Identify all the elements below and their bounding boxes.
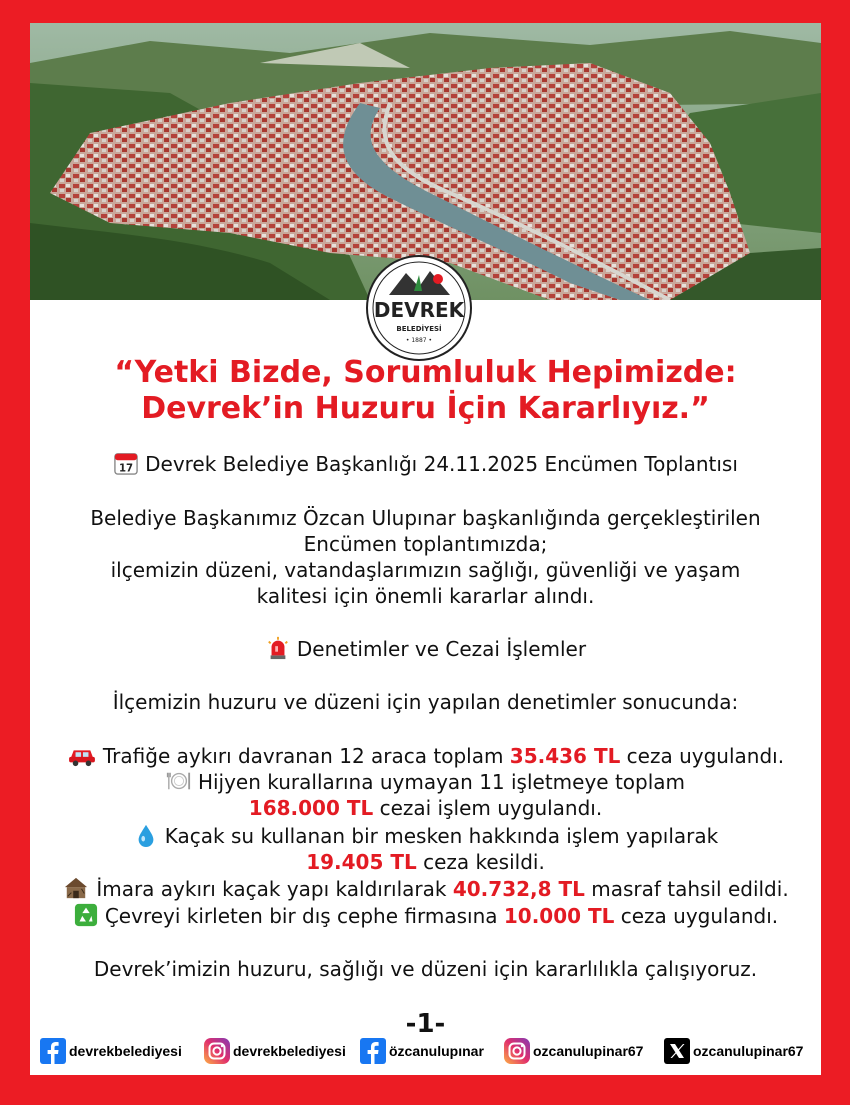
instagram-icon	[204, 1038, 230, 1064]
item-traffic-text: Trafiğe aykırı davranan 12 araca toplam	[102, 744, 510, 768]
siren-icon	[265, 636, 291, 660]
intro-line-4: kalitesi için önemli kararlar alındı.	[256, 584, 595, 608]
car-icon	[67, 743, 97, 767]
intro-line-2: Encümen toplantımızda;	[303, 532, 548, 556]
item-building	[30, 876, 821, 902]
item-water-line-1	[30, 823, 821, 849]
calendar-day: 17	[119, 463, 134, 475]
item-env-after: ceza uygulandı.	[614, 904, 779, 928]
calendar-icon	[113, 451, 139, 475]
devrek-belediyesi-logo	[364, 253, 474, 363]
facebook-icon	[360, 1038, 386, 1064]
item-hygiene-amount: 168.000 TL	[248, 796, 374, 820]
social-facebook-devrekbelediyesi[interactable]	[40, 1038, 182, 1064]
item-hygiene-line-1	[30, 769, 821, 795]
page-number: -1-	[405, 1009, 446, 1039]
item-building-amount: 40.732,8 TL	[452, 877, 585, 901]
social-handle: ozcanulupinar67	[533, 1043, 644, 1059]
item-hygiene-text: Hijyen kurallarına uymayan 11 işletmeye toplam	[197, 770, 686, 794]
social-handle: ozcanulupinar67	[693, 1043, 804, 1059]
item-water-after: ceza kesildi.	[416, 850, 545, 874]
recycle-icon	[73, 903, 99, 927]
svg-text:• 1887 •: • 1887 •	[405, 337, 433, 344]
poster-card	[30, 23, 821, 1075]
droplet-icon	[133, 823, 159, 847]
logo-badge	[364, 253, 474, 363]
item-traffic	[30, 743, 821, 769]
social-instagram-ozcanulupinar67[interactable]	[504, 1038, 643, 1064]
item-water-amount: 19.405 TL	[306, 850, 417, 874]
headline-line-2: Devrek’in Huzuru İçin Kararlıyız.”	[141, 391, 710, 426]
closing-text: Devrek’imizin huzuru, sağlığı ve düzeni için kararlılıkla çalışıyoruz.	[93, 957, 758, 981]
x-logo-icon	[664, 1038, 690, 1064]
item-env-amount: 10.000 TL	[503, 904, 615, 928]
svg-text:DEVREK: DEVREK	[373, 298, 465, 322]
section-intro: İlçemizin huzuru ve düzeni için yapılan denetimler sonucunda:	[112, 690, 739, 714]
section-title-text: Denetimler ve Cezai İşlemler	[296, 637, 587, 661]
item-env-text: Çevreyi kirleten bir dış cephe firmasına	[104, 904, 504, 928]
social-handle: devrekbelediyesi	[233, 1043, 346, 1059]
item-water-text: Kaçak su kullanan bir mesken hakkında işlem yapılarak	[164, 824, 719, 848]
fork-plate-knife-icon	[166, 769, 192, 793]
meeting-line	[30, 451, 821, 477]
meeting-text: Devrek Belediye Başkanlığı 24.11.2025 Encümen Toplantısı	[145, 452, 738, 476]
item-environment	[30, 903, 821, 929]
section-title	[30, 636, 821, 662]
social-facebook-ozcanulupinar[interactable]	[360, 1038, 484, 1064]
headline-line-1: “Yetki Bizde, Sorumluluk Hepimizde:	[114, 355, 737, 390]
social-handle: özcanulupınar	[389, 1043, 484, 1059]
facebook-icon	[40, 1038, 66, 1064]
item-hygiene-line-2	[30, 795, 821, 821]
item-traffic-after: ceza uygulandı.	[620, 744, 785, 768]
item-water-line-2	[30, 849, 821, 875]
social-x-ozcanulupinar67[interactable]	[664, 1038, 803, 1064]
social-instagram-devrekbelediyesi[interactable]	[204, 1038, 346, 1064]
intro-line-3: ilçemizin düzeni, vatandaşlarımızın sağlığı, güvenliği ve yaşam	[110, 558, 741, 582]
item-traffic-amount: 35.436 TL	[509, 744, 621, 768]
item-hygiene-after: cezai işlem uygulandı.	[373, 796, 603, 820]
intro-line-1: Belediye Başkanımız Özcan Ulupınar başkanlığında gerçekleştirilen	[90, 506, 761, 530]
item-building-after: masraf tahsil edildi.	[584, 877, 789, 901]
derelict-house-icon	[62, 876, 90, 900]
item-building-text: İmara aykırı kaçak yapı kaldırılarak	[96, 877, 453, 901]
svg-text:BELEDİYESİ: BELEDİYESİ	[396, 325, 442, 333]
instagram-icon	[504, 1038, 530, 1064]
social-handle: devrekbelediyesi	[69, 1043, 182, 1059]
